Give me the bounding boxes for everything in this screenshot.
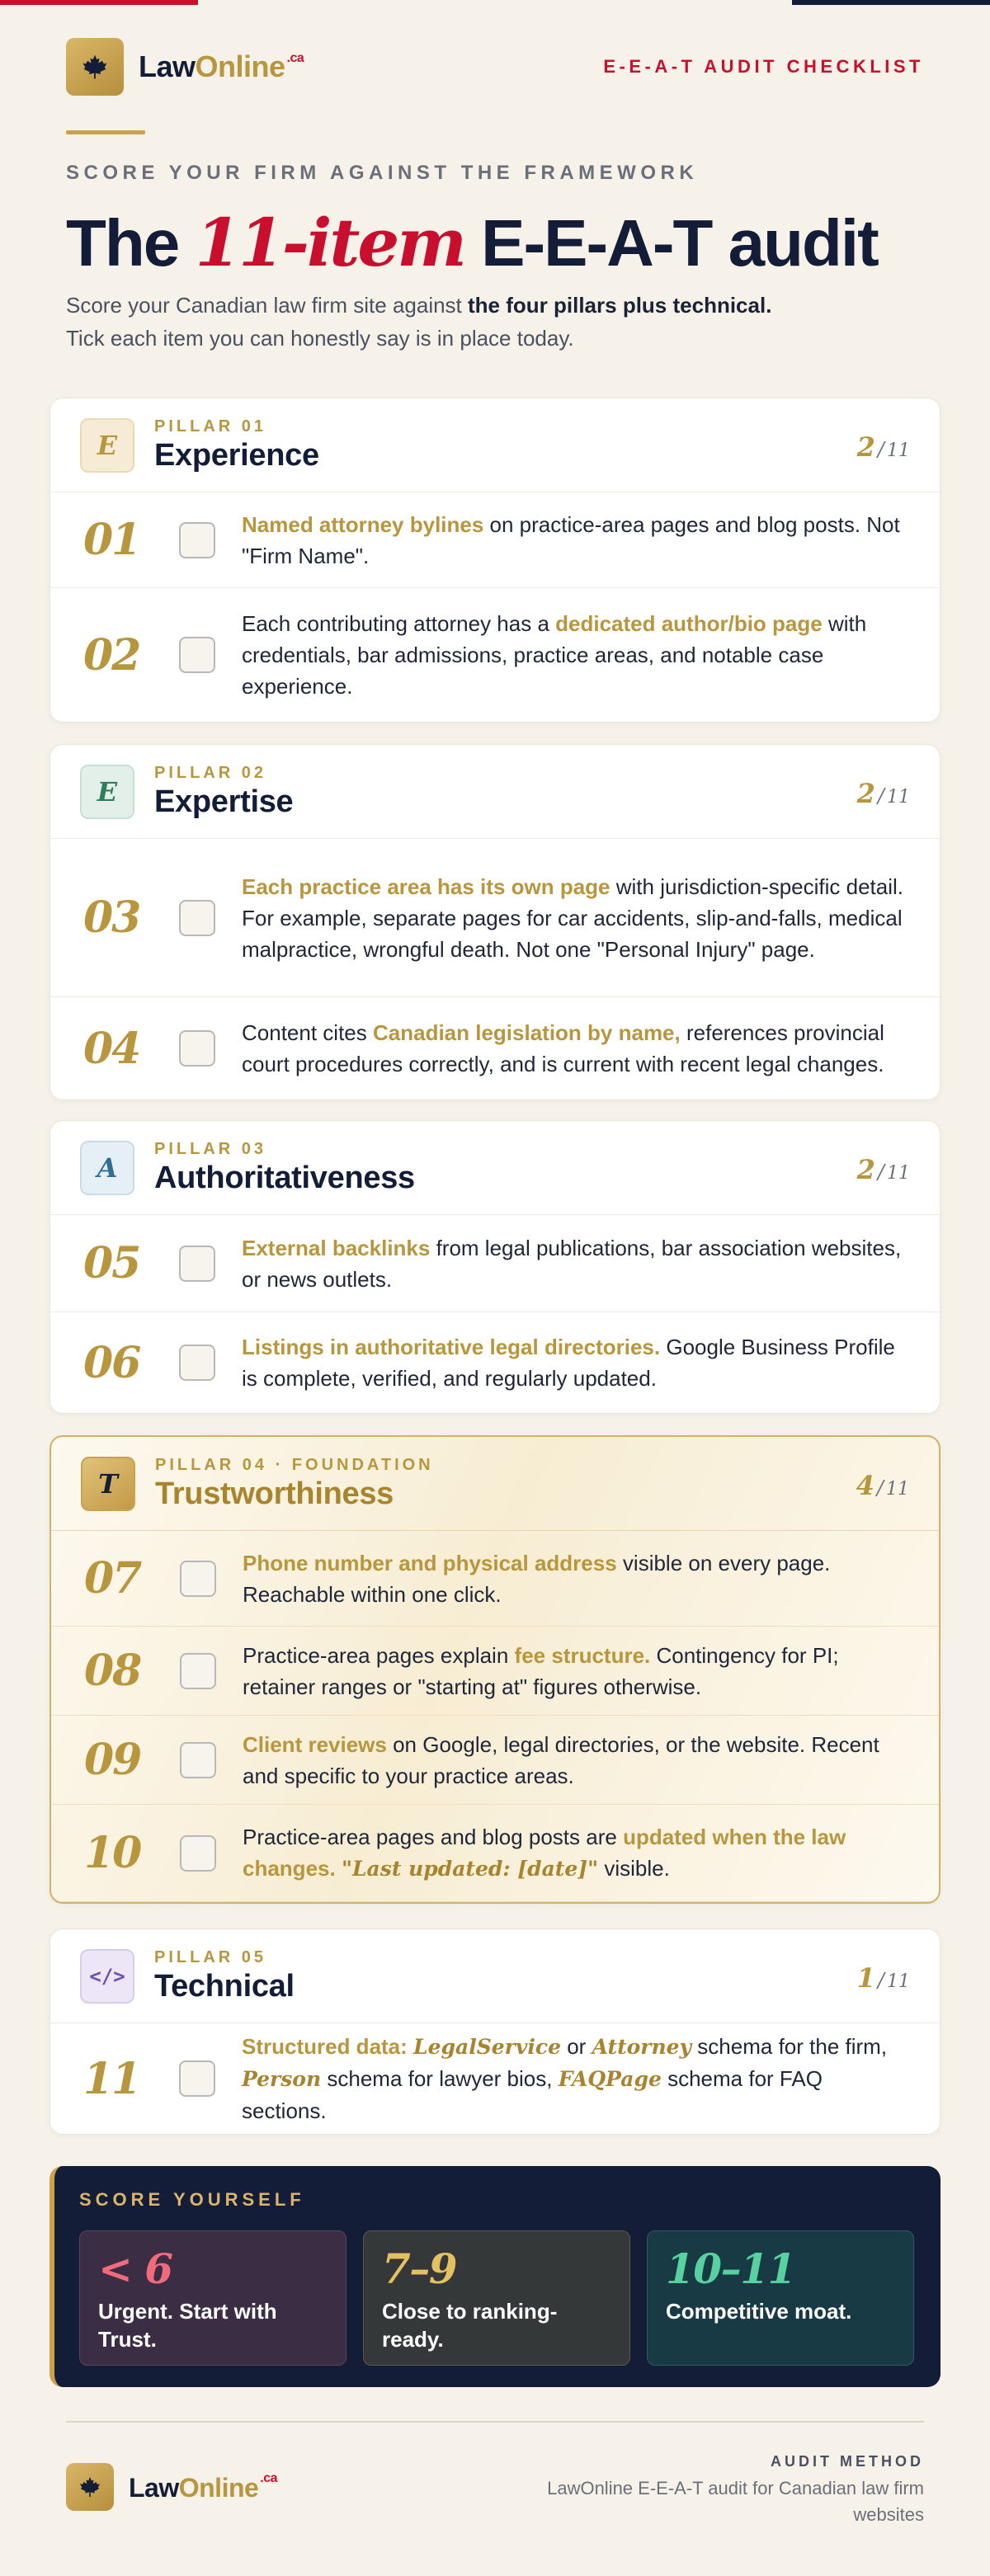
brand-name: LawOnline $^{.ca}$ [129,2470,278,2503]
checklist-item [50,588,940,722]
tier-text: Urgent. Start with Trust. [98,2299,277,2352]
tier-close [363,2230,630,2366]
item-number: 05 [83,1238,140,1288]
item-checkbox[interactable] [180,1561,216,1597]
pillar-label: PILLAR 05 [154,1947,267,1966]
pillar-card-experience [50,398,940,723]
footer-divider [66,2421,924,2423]
item-checkbox[interactable] [179,637,215,673]
brand-name: LawOnline $^{.ca}$ [139,49,304,83]
pillar-title: Technical [154,1968,295,2004]
item-description: Client reviews on Google, legal directories, or the website. Recent and specific to your practice areas. [243,1731,879,1788]
item-description: External backlinks from legal publications, bar association websites, or news outlets. [242,1235,902,1292]
pillar-title: Trustworthiness [155,1476,394,1511]
pillar-score: 1 / 11 [856,1962,910,1994]
authoritativeness-icon: A [80,1141,134,1195]
checklist-item [51,1531,939,1627]
hero-kicker: SCORE YOUR FIRM AGAINST THE FRAMEWORK [66,162,699,184]
maple-leaf-icon [66,2463,114,2511]
footer-meta-label: AUDIT METHOD [771,2453,924,2470]
pillar-score: 2 / 11 [856,1154,910,1185]
pillar-label: PILLAR 02 [154,763,267,782]
pillar-score: 2 / 11 [856,778,910,809]
pillar-card-trustworthiness [50,1435,940,1904]
checklist-item [50,2023,940,2134]
item-number: 07 [84,1553,141,1604]
item-checkbox[interactable] [179,2060,215,2097]
pillar-header [50,745,940,839]
pillar-title: Expertise [154,784,294,819]
gold-divider [66,130,145,134]
pillar-card-authoritativeness [50,1120,940,1414]
hero-intro: Score your Canadian law firm site against the four pillars plus technical. Tick each item you can honestly say is in place today. [66,293,772,351]
checklist-item [50,492,940,588]
item-number: 04 [83,1023,140,1074]
pillar-score: 4 / 11 [856,1470,909,1501]
item-checkbox[interactable] [179,1246,215,1282]
score-yourself-title: SCORE YOURSELF [79,2189,305,2210]
footer-meta [495,2453,924,2528]
tier-urgent [79,2230,346,2366]
pillar-label: PILLAR 03 [154,1139,267,1158]
item-number: 03 [83,892,140,943]
pillar-score: 2 / 11 [856,431,910,463]
top-accent-red [0,0,198,5]
pillar-label: PILLAR 04 · FOUNDATION [155,1455,434,1474]
item-number: 09 [84,1735,141,1785]
experience-icon: E [80,418,134,473]
pillar-title: Experience [154,437,319,473]
tier-text: Competitive moat. [666,2299,852,2324]
expertise-icon: E [80,765,134,819]
checklist-item [51,1627,939,1716]
item-checkbox[interactable] [180,1835,216,1872]
tier-range: 10–11 [666,2244,795,2293]
tier-range: 7–9 [382,2244,457,2293]
item-number: 01 [83,515,140,565]
item-checkbox[interactable] [179,1345,215,1381]
pillar-card-technical [50,1928,940,2135]
pillar-header [50,398,940,492]
footer-meta-text: LawOnline E-E-A-T audit for Canadian law firm websites [547,2478,924,2525]
item-checkbox[interactable] [180,1653,216,1689]
tier-competitive [647,2230,914,2366]
item-number: 06 [83,1337,140,1388]
item-checkbox[interactable] [179,1030,215,1067]
top-accent-navy [792,0,990,5]
pillar-title: Authoritativeness [154,1160,415,1195]
item-number: 11 [83,2053,140,2104]
checklist-item [50,997,940,1100]
item-description: Named attorney bylines on practice-area pages and blog posts. Not "Firm Name". [242,511,900,568]
pillar-card-expertise [50,744,940,1100]
header-tagline: E-E-A-T AUDIT CHECKLIST [603,56,924,77]
checklist-item [51,1716,939,1805]
pillar-header [50,1929,940,2023]
page-header [66,38,924,96]
pillar-header [50,1121,940,1215]
item-checkbox[interactable] [180,1742,216,1778]
brand-logo[interactable] [66,38,304,96]
item-number: 02 [83,629,140,680]
score-yourself-panel [50,2166,940,2387]
footer-brand-logo[interactable] [66,2463,277,2511]
checklist-item [50,1312,940,1413]
pillar-label: PILLAR 01 [154,417,267,436]
checklist-item [50,1215,940,1312]
maple-leaf-icon [66,38,124,96]
trustworthiness-icon: T [81,1457,135,1511]
item-checkbox[interactable] [179,522,215,558]
item-description: Practice-area pages and blog posts are updated when the law changes. "Last updated: [date]" visible. [243,1825,846,1881]
pillar-header [51,1437,939,1531]
checklist-item [51,1805,939,1902]
item-number: 10 [84,1828,141,1878]
item-description: Listings in authoritative legal directories. Google Business Profile is complete, verified, and regularly updated. [242,1335,895,1391]
tier-range: < 6 [98,2244,172,2293]
technical-icon: </> [80,1949,134,2004]
item-description: Practice-area pages explain fee structure. Contingency for PI; retainer ranges or "starting at" figures otherwise. [243,1642,839,1699]
checklist-item [50,839,940,997]
item-number: 08 [84,1646,141,1696]
item-description: Structured data: LegalService or Attorney schema for the firm, Person schema for lawyer bios, FAQPage schema for FAQ sections. [242,2034,888,2123]
hero-title: The 11-item E-E-A-T audit [66,204,878,281]
item-description: Each practice area has its own page with jurisdiction-specific detail. For example, separate pages for car accidents, slip-and-falls, medical malpractice, wrongful death. Not one "Personal Injury" page. [242,874,903,962]
tier-text: Close to ranking-ready. [382,2299,558,2352]
item-checkbox[interactable] [179,900,215,936]
item-description: Phone number and physical address visible on every page. Reachable within one click. [243,1550,831,1607]
item-description: Each contributing attorney has a dedicated author/bio page with credentials, bar admissions, practice areas, and notable case experience. [242,611,867,699]
item-description: Content cites Canadian legislation by name, references provincial court procedures correctly, and is current with recent legal changes. [242,1020,884,1076]
